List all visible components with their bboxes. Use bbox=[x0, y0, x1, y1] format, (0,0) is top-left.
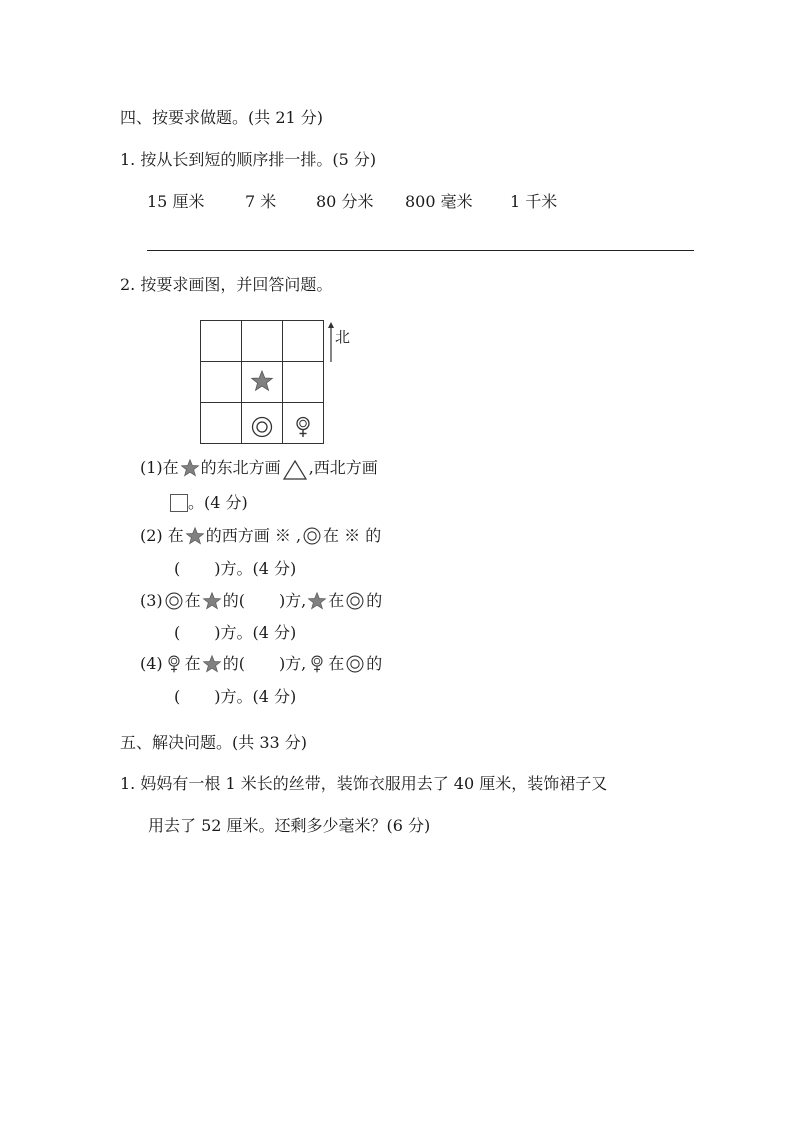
q2-sub3-line2 bbox=[174, 623, 296, 643]
star-icon bbox=[185, 526, 205, 546]
north-label: 北 bbox=[335, 328, 351, 346]
p1-line2: 用去了 52 厘米。还剩多少毫米？(6 分) bbox=[148, 816, 431, 835]
sub1-text-b: 的东北方画 bbox=[200, 458, 281, 477]
q1-item-5: 1 千米 bbox=[510, 192, 558, 211]
p1-line1: 1. 妈妈有一根 1 米长的丝带，装饰衣服用去了 40 厘米，装饰裙子又 bbox=[120, 774, 608, 793]
q1-prompt: 1. 按从长到短的顺序排一排。(5 分) bbox=[120, 150, 377, 169]
q2-sub1-line2 bbox=[170, 493, 248, 513]
sub4-text-a: (4) bbox=[140, 654, 163, 673]
double-circle-icon bbox=[250, 415, 274, 439]
star-icon bbox=[180, 458, 200, 478]
female-symbol-icon bbox=[164, 654, 184, 674]
sub2-text-b: 的西方画 ※ , bbox=[205, 526, 302, 545]
sub4-text-c: 的( bbox=[222, 654, 245, 673]
q2-sub4-line1 bbox=[140, 654, 382, 674]
sub3-text-h: )方。(4 分) bbox=[214, 623, 297, 642]
sub3-text-a: (3) bbox=[140, 591, 163, 610]
star-icon bbox=[307, 591, 327, 611]
sub3-text-c: 的( bbox=[222, 591, 245, 610]
q1-answer-line[interactable] bbox=[147, 250, 694, 251]
sub3-paren-open: ( bbox=[174, 623, 181, 642]
q1-item-4: 800 毫米 bbox=[405, 192, 473, 211]
sub2-text-e: )方。(4 分) bbox=[214, 559, 297, 578]
square-icon bbox=[170, 494, 188, 512]
triangle-icon bbox=[282, 458, 308, 478]
double-circle-icon bbox=[302, 526, 322, 546]
q2-prompt: 2. 按要求画图，并回答问题。 bbox=[120, 275, 333, 294]
double-circle-icon bbox=[345, 654, 365, 674]
sub4-text-d: )方, bbox=[278, 654, 307, 673]
sub1-text-d: 。(4 分) bbox=[188, 493, 248, 512]
section4-title: 四、按要求做题。(共 21 分) bbox=[120, 108, 324, 127]
p1-answer-area[interactable] bbox=[120, 850, 680, 1050]
star-icon bbox=[250, 369, 274, 393]
sub2-paren-open: ( bbox=[174, 559, 181, 578]
q2-sub3-line1 bbox=[140, 591, 382, 611]
sub2-text-c: 在 ※ 的 bbox=[323, 526, 382, 545]
q2-sub2-line2 bbox=[174, 559, 296, 579]
sub3-text-d: )方, bbox=[278, 591, 307, 610]
q2-sub4-line2 bbox=[174, 687, 296, 707]
sub4-text-e: 在 bbox=[328, 654, 345, 673]
sub3-text-e: 在 bbox=[328, 591, 345, 610]
double-circle-icon bbox=[164, 591, 184, 611]
q2-sub1-line1 bbox=[140, 458, 378, 478]
sub1-text-a: (1)在 bbox=[140, 458, 179, 477]
sub4-text-b: 在 bbox=[184, 654, 201, 673]
sub4-text-h: )方。(4 分) bbox=[214, 687, 297, 706]
star-icon bbox=[202, 654, 222, 674]
section5-title: 五、解决问题。(共 33 分) bbox=[120, 733, 308, 752]
sub3-text-b: 在 bbox=[184, 591, 201, 610]
female-symbol-icon bbox=[291, 415, 315, 439]
double-circle-icon bbox=[345, 591, 365, 611]
direction-grid[interactable] bbox=[200, 320, 324, 444]
q1-item-3: 80 分米 bbox=[316, 192, 374, 211]
sub1-text-c: ,西北方画 bbox=[308, 458, 378, 477]
q2-sub2-line1 bbox=[140, 526, 381, 546]
q1-item-1: 15 厘米 bbox=[147, 192, 205, 211]
star-icon bbox=[202, 591, 222, 611]
sub4-paren-open: ( bbox=[174, 687, 181, 706]
sub3-text-f: 的 bbox=[366, 591, 383, 610]
female-symbol-icon bbox=[307, 654, 327, 674]
sub4-text-f: 的 bbox=[366, 654, 383, 673]
sub2-text-a: (2) 在 bbox=[140, 526, 184, 545]
q1-item-2: 7 米 bbox=[245, 192, 277, 211]
